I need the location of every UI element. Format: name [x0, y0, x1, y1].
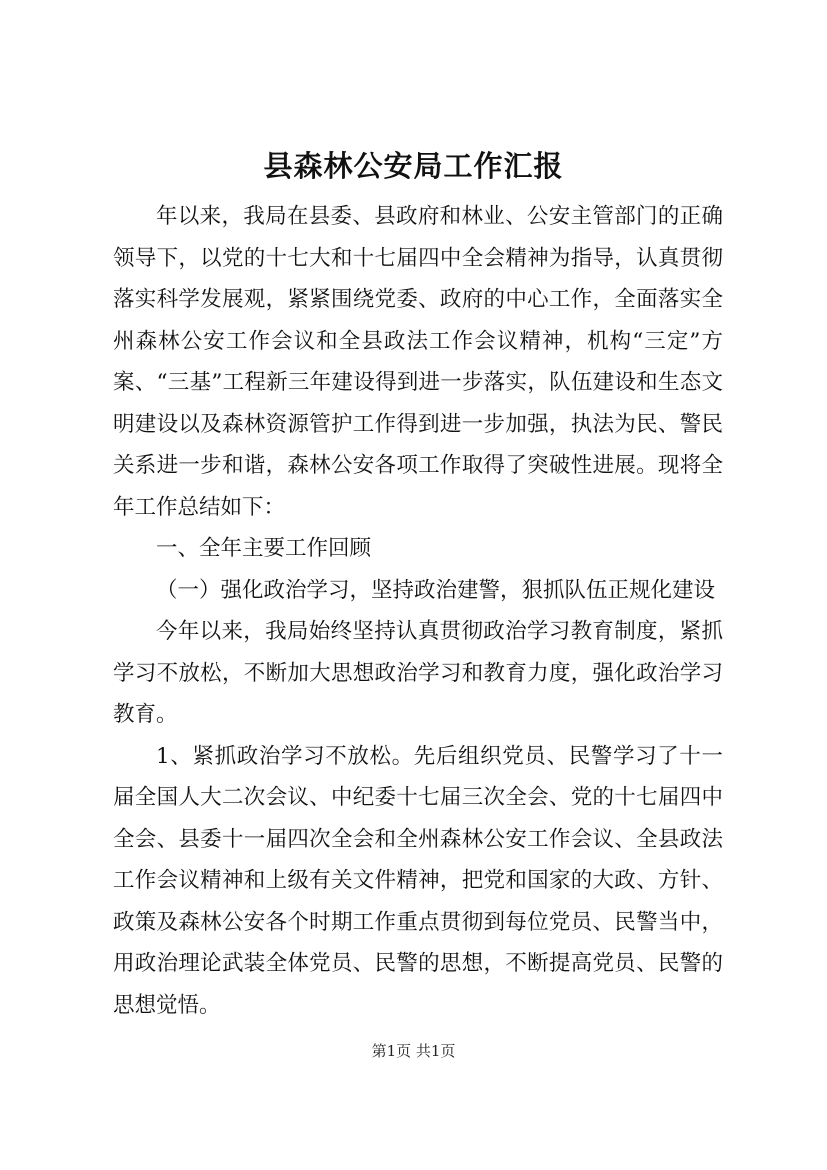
document-title: 县森林公安局工作汇报: [263, 149, 564, 183]
section-heading: 一、全年主要工作回顾: [156, 536, 372, 561]
document-body: [113, 196, 723, 1026]
page-footer: 第1页 共1页: [371, 1042, 456, 1060]
intro-paragraph: 年以来，我局在县委、县政府和林业、公安主管部门的正确领导下，以党的十七大和十七届四中全会精神为指导，认真贯彻落实科学发展观，紧紧围绕党委、政府的中心工作，全面落实全州森林公安工作会议和全县政法工作会议精神，机构“三定”方案、“三基”工程新三年建设得到进一步落实，队伍建设和生态文明建设以及森林资源管护工作得到进一步加强，执法为民、警民关系进一步和谐，森林公安各项工作取得了突破性进展。现将全年工作总结如下：: [113, 204, 723, 520]
subsection-paragraph: 今年以来，我局始终坚持认真贯彻政治学习教育制度，紧抓学习不放松，不断加大思想政治学习和教育力度，强化政治学习教育。: [113, 619, 723, 727]
subsection-heading: （一）强化政治学习，坚持政治建警，狠抓队伍正规化建设: [156, 577, 716, 603]
item-paragraph: 1、紧抓政治学习不放松。先后组织党员、民警学习了十一届全国人大二次会议、中纪委十七届三次全会、党的十七届四中全会、县委十一届四次全会和全州森林公安工作会议、全县政法工作会议精神和上级有关文件精神，把党和国家的大政、方针、政策及森林公安各个时期工作重点贯彻到每位党员、民警当中，用政治理论武装全体党员、民警的思想，不断提高党员、民警的思想觉悟。: [113, 743, 723, 1018]
